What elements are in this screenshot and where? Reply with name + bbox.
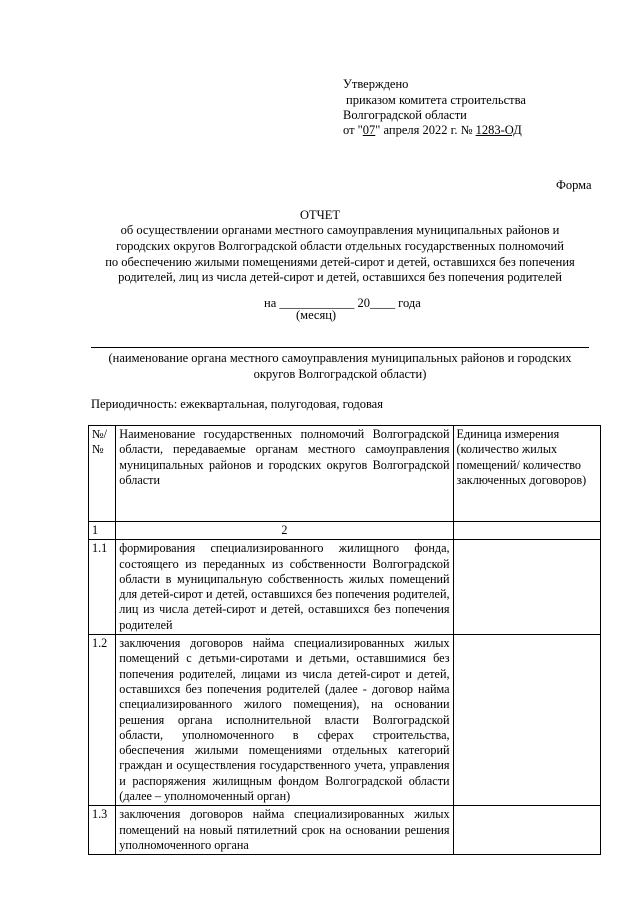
- row-unit: [453, 540, 600, 635]
- row-name: заключения договоров найма специализированных жилых помещений с детьми-сиротами и детьми, оставшимися без попечения родителей, лицами из числа детей-сирот и детей, оставшихся без попечения родителей (далее - договор найма специализированного жилого помещения), на основании решения органа исполнительной власти Волгоградской области, уполномоченного в сферах строительства, обеспечения жилыми помещениями отдельных категорий граждан и осуществления государственного учета, управления и распоряжения жилищным фондом Волгоградской области (далее – уполномоченный орган): [116, 635, 453, 806]
- header-num: №/ №: [89, 426, 116, 522]
- period-suffix: года: [398, 296, 421, 310]
- table-row: [89, 635, 601, 806]
- table-header-row: [89, 426, 601, 522]
- report-table: [88, 425, 601, 855]
- index-num: 1: [89, 522, 116, 540]
- approval-order-line1: приказом комитета строительства: [346, 93, 526, 107]
- report-subtitle-2: городских округов Волгоградской области отдельных государственных полномочий: [116, 239, 564, 253]
- form-label: Форма: [556, 178, 592, 192]
- index-name: 2: [116, 522, 453, 540]
- table-index-row: [89, 522, 601, 540]
- periodicity: Периодичность: ежеквартальная, полугодовая, годовая: [91, 397, 383, 411]
- table-row: [89, 806, 601, 855]
- header-name: Наименование государственных полномочий Волгоградской области, передаваемые органам местного самоуправления муниципальных районов и городских округов Волгоградской области: [116, 426, 453, 522]
- order-number: 1283-ОД: [475, 123, 522, 137]
- report-period: [264, 295, 421, 311]
- row-name: формирования специализированного жилищного фонда, состоящего из переданных из собственности Волгоградской области в муниципальную собственность жилых помещений для детей-сирот и детей, оставшихся без попечения родителей, лиц из числа детей-сирот и детей, оставшихся без попечения родителей: [116, 540, 453, 635]
- row-num: 1.1: [89, 540, 116, 635]
- month-hint: (месяц): [296, 308, 337, 322]
- date-prefix: от ": [343, 123, 363, 137]
- report-subtitle-1: об осуществлении органами местного самоуправления муниципальных районов и: [120, 223, 560, 237]
- period-prefix: на: [264, 296, 277, 310]
- approval-date-line: [343, 122, 522, 138]
- row-name: заключения договоров найма специализированных жилых помещений на новый пятилетний срок на основании решения уполномоченного органа: [116, 806, 453, 855]
- period-year: 20____: [357, 296, 395, 310]
- organ-hint-1: (наименование органа местного самоуправления муниципальных районов и городских: [108, 351, 572, 365]
- report-title: ОТЧЕТ: [299, 208, 341, 222]
- row-unit: [453, 806, 600, 855]
- row-num: 1.3: [89, 806, 116, 855]
- report-subtitle-3: по обеспечению жилыми помещениями детей-сирот и детей, оставшихся без попечения: [105, 255, 575, 269]
- index-unit: [453, 522, 600, 540]
- approval-order-line2: Волгоградской области: [343, 108, 467, 122]
- report-subtitle-4: родителей, лиц из числа детей-сирот и детей, оставшихся без попечения родителей: [118, 270, 562, 284]
- row-unit: [453, 635, 600, 806]
- table-row: [89, 540, 601, 635]
- row-num: 1.2: [89, 635, 116, 806]
- date-day: 07: [362, 123, 376, 137]
- header-unit: Единица измерения (количество жилых помещений/ количество заключенных договоров): [453, 426, 600, 522]
- period-month-blank: ____________: [279, 296, 355, 310]
- approval-label: Утверждено: [343, 77, 409, 91]
- organ-name-rule: [91, 347, 589, 348]
- organ-hint-2: округов Волгоградской области): [253, 367, 427, 381]
- date-mid: " апреля 2022 г. №: [375, 123, 476, 137]
